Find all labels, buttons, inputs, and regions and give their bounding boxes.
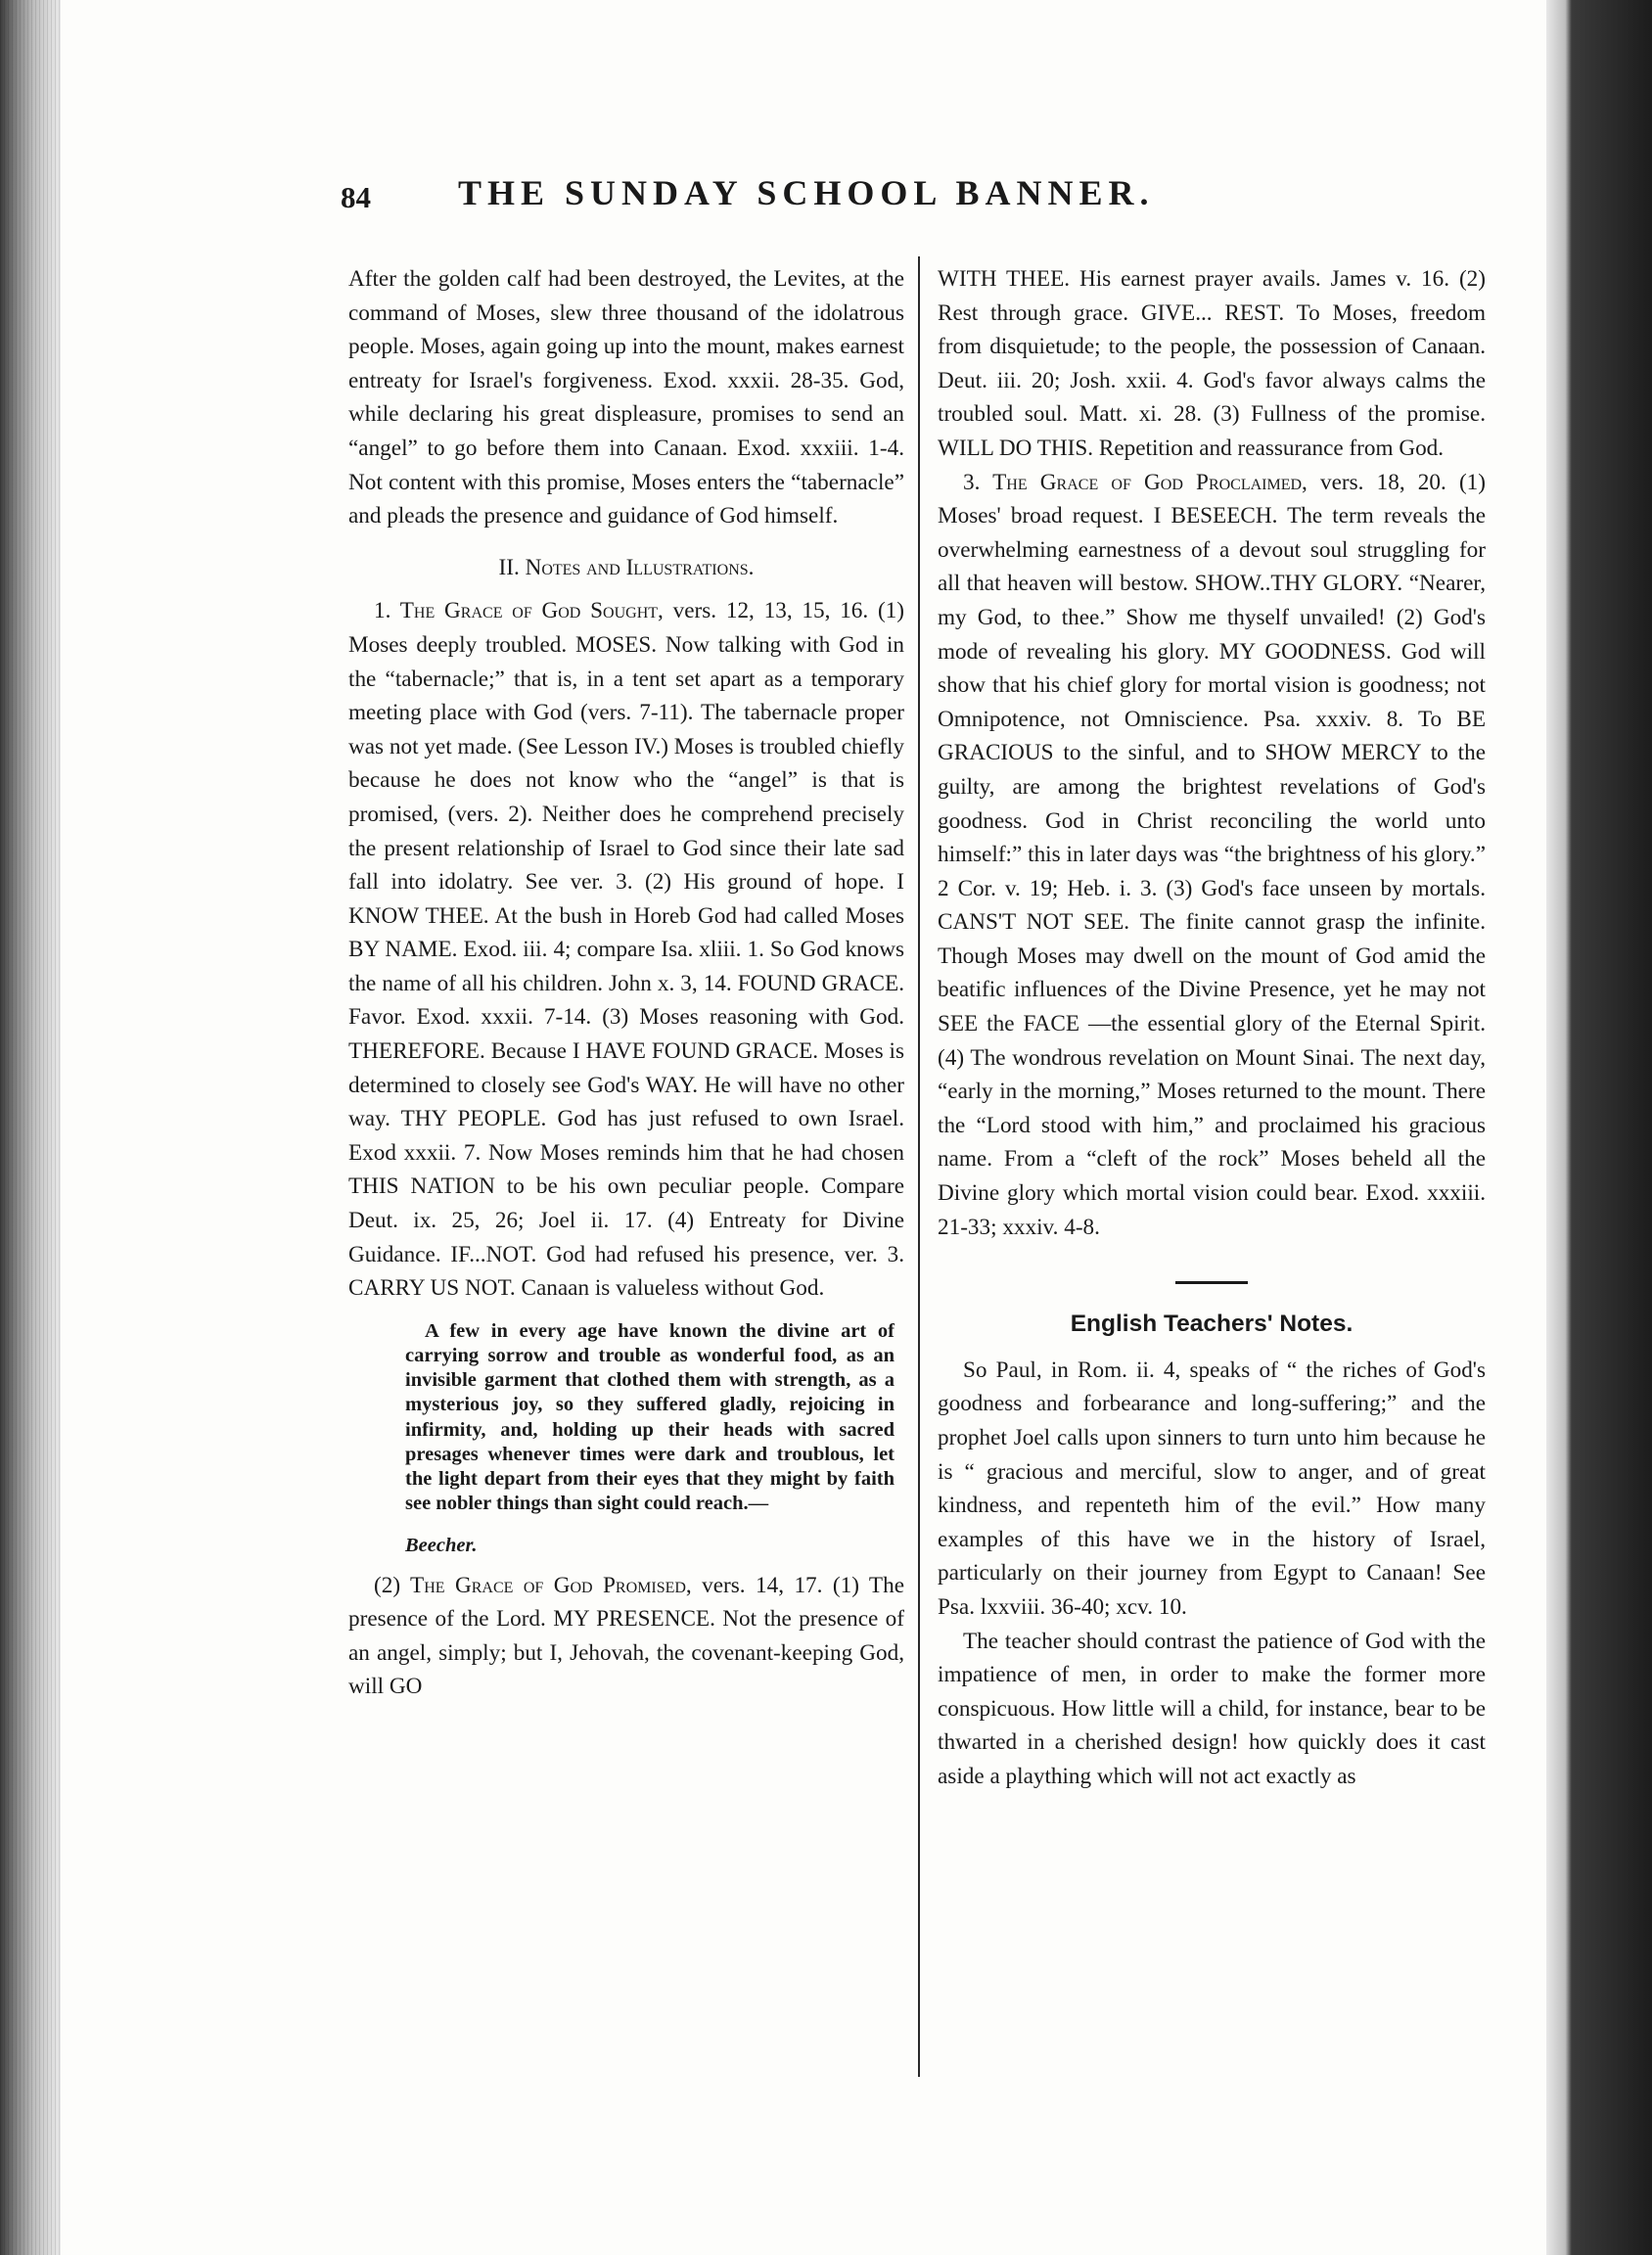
section-3-body: vers. 18, 20. (1) Moses' broad request. I BESEECH. The term reveals the overwhelming earnestness of a devout soul struggling for all that heaven will bestow. SHOW..THY GLORY. “Nearer, my God, to thee.” Show me thyself unvailed! (2) God's mode of revealing his glory. MY GOODNESS. God will show that his chief glory for mortal vision is goodness; not Omnipotence, not Omniscience. Psa. xxxiv. 8. To BE GRACIOUS to the sinful, and to SHOW MERCY to the guilty, are among the brightest revelations of God's goodness. God in Christ reconciling the world unto himself:” this in later days was “the brightness of his glory.” 2 Cor. v. 19; Heb. i. 3. (3) God's face unseen by mortals. CANS'T NOT SEE. The finite cannot grasp the infinite. Though Moses may dwell on the mount of God amid the beatific influences of the Divine Presence, yet he may not SEE the FACE —the essential glory of the Eternal Spirit. (4) The wondrous revelation on Mount Sinai. The next day, “early in the morning,” Moses returned to the mount. There the “Lord stood with him,” and proclaimed his gracious name. From a “cleft of the rock” Moses beheld all the Divine glory which mortal vision could bear. Exod. xxxiii. 21-33; xxxiv. 4-8. — [938, 469, 1486, 1240]
section-3-paragraph — [938, 466, 1486, 1245]
column-divider — [918, 256, 920, 2077]
section-2-body: vers. 14, 17. (1) The presence of the Lord. MY PRESENCE. Not the presence of an angel, simply; but I, Jehovah, the covenant-keeping God, will GO — [348, 1572, 904, 1700]
intro-paragraph: After the golden calf had been destroyed, the Levites, at the command of Moses, slew three thousand of the idolatrous people. Moses, again going up into the mount, makes earnest entreaty for Israel's forgiveness. Exod. xxxii. 28-35. God, while declaring his great displeasure, promises to send an “angel” to go before them into Canaan. Exod. xxxiii. 1-4. Not content with this promise, Moses enters the “tabernacle” and pleads the presence and guidance of God himself. — [348, 266, 904, 529]
teachers-notes-paragraph-2: The teacher should contrast the patience of God with the impatience of men, in order to make the former more conspicuous. How little will a child, for instance, bear to be thwarted in a cherished design! how quickly does it cast aside a plaything which will not act exactly as — [938, 1628, 1486, 1789]
quote-attribution: Beecher. — [405, 1535, 478, 1557]
section-rule — [1175, 1281, 1248, 1284]
book-page-edge-lines — [0, 0, 61, 2255]
teachers-notes-paragraph-1: So Paul, in Rom. ii. 4, speaks of “ the riches of God's goodness and forbearance and long-suffering;” and the prophet Joel calls upon sinners to turn unto him because he is “ gracious and merciful, slow to anger, and of great kindness, and repenteth him of the evil.” How many examples of this have we in the history of Israel, particularly on their journey from Egypt to Canaan! See Psa. lxxviii. 36-40; xcv. 10. — [938, 1357, 1486, 1620]
beecher-quote: A few in every age have known the divine art of carrying sorrow and trouble as wonderful food, as an invisible garment that clothed them with strength, as a mysterious joy, so they suffered gladly, rejoicing in infirmity, and, holding up their heads with sacred presages whenever times were dark and troublous, let the light depart from their eyes that they might by faith see nobler things than sight could reach.— — [405, 1319, 895, 1515]
section-1-heading: 1. The Grace of God Sought, — [374, 598, 664, 624]
right-column — [938, 262, 1486, 1794]
section-3-heading: 3. The Grace of God Proclaimed, — [963, 469, 1308, 495]
section-1-paragraph — [348, 594, 904, 1305]
continuation-paragraph: WITH THEE. His earnest prayer avails. James v. 16. (2) Rest through grace. GIVE... REST. To Moses, freedom from disquietude; to the people, the possession of Canaan. Deut. iii. 20; Josh. xxii. 4. God's favor always calms the troubled soul. Matt. xi. 28. (3) Fullness of the promise. WILL DO THIS. Repetition and reassurance from God. — [938, 266, 1486, 461]
notes-subhead: II. Notes and Illustrations. — [498, 554, 755, 580]
section-2-paragraph — [348, 1569, 904, 1704]
teachers-notes-title: English Teachers' Notes. — [1070, 1311, 1354, 1338]
section-1-body: vers. 12, 13, 15, 16. (1) Moses deeply troubled. MOSES. Now talking with God in the “tabernacle;” that is, in a tent set apart as a temporary meeting place with God (vers. 7-11). The tabernacle proper was not yet made. (See Lesson IV.) Moses is troubled chiefly because he does not know who the “angel” is that is promised, (vers. 2). Neither does he comprehend precisely the present relationship of Israel to God since their late sad fall into idolatry. See ver. 3. (2) His ground of hope. I KNOW THEE. At the bush in Horeb God had called Moses BY NAME. Exod. iii. 4; compare Isa. xliii. 1. So God knows the name of all his children. John x. 3, 14. FOUND GRACE. Favor. Exod. xxxii. 7-14. (3) Moses reasoning with God. THEREFORE. Because I HAVE FOUND GRACE. Moses is determined to closely see God's WAY. He will have no other way. THY PEOPLE. God has just refused to own Israel. Exod xxxii. 7. Now Moses reminds him that he had chosen THIS NATION to be his own peculiar people. Compare Deut. ix. 25, 26; Joel ii. 17. (4) Entreaty for Divine Guidance. IF...NOT. God had refused his presence, ver. 3. CARRY US NOT. Canaan is valueless without God. — [348, 598, 905, 1302]
page-header — [341, 166, 1456, 225]
page-number: 84 — [341, 180, 371, 214]
section-2-heading: (2) The Grace of God Promised, — [374, 1572, 692, 1598]
running-title: THE SUNDAY SCHOOL BANNER. — [458, 173, 1155, 212]
book-spine-shadow — [1546, 0, 1652, 2255]
left-column — [348, 262, 904, 1704]
